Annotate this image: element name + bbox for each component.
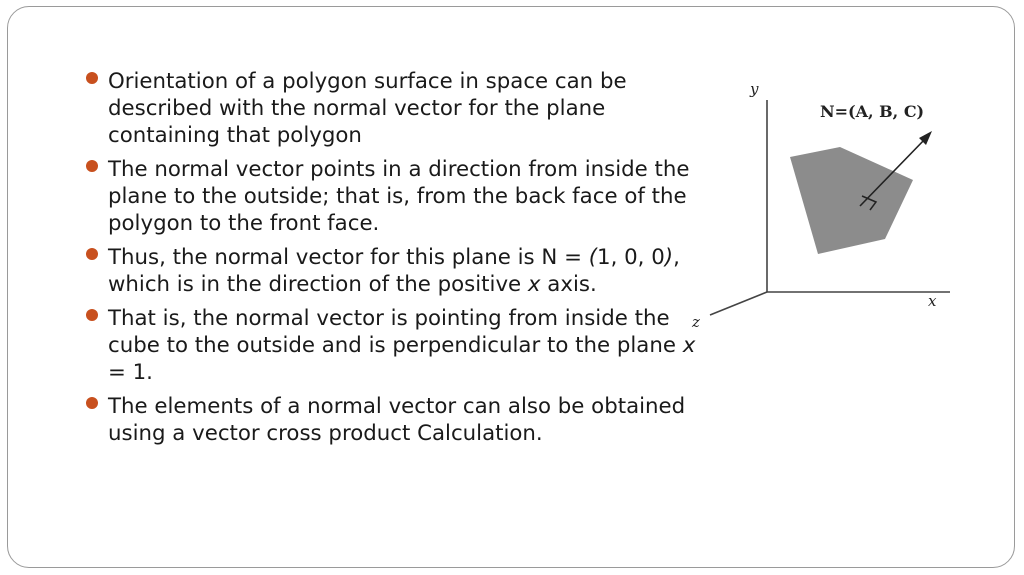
bullet-dot-icon	[86, 248, 98, 260]
bullet-dot-icon	[86, 160, 98, 172]
figure-svg	[680, 70, 970, 340]
bullet-dot-icon	[86, 397, 98, 409]
bullet-item	[82, 244, 697, 298]
polygon-surface	[790, 147, 913, 254]
bullet-item	[82, 305, 697, 386]
bullet-text: 1, 0, 0	[597, 245, 665, 270]
bullet-text: = 1.	[108, 360, 153, 385]
bullet-text: x	[527, 272, 541, 297]
z-axis	[710, 292, 767, 315]
normal-vector-label: N=(A, B, C)	[820, 102, 925, 121]
bullet-text: axis.	[540, 272, 597, 297]
bullet-dot-icon	[86, 72, 98, 84]
bullet-item	[82, 393, 697, 447]
x-axis-label: x	[928, 292, 937, 310]
bullet-item	[82, 156, 697, 237]
bullet-text: The normal vector points in a direction from inside the plane to the outside; that is, from the back face of the polygon to the front face.	[108, 157, 690, 236]
bullet-text: )	[664, 245, 674, 270]
normal-vector-figure	[680, 70, 970, 340]
z-axis-label: z	[692, 313, 700, 331]
bullet-text: Thus, the normal vector for this plane is N =	[108, 245, 589, 270]
bullet-dot-icon	[86, 309, 98, 321]
bullet-text: The elements of a normal vector can also be obtained using a vector cross product Calculation.	[108, 394, 686, 446]
bullet-list	[82, 68, 697, 454]
y-axis-label: y	[750, 80, 759, 98]
bullet-text: x	[682, 333, 696, 358]
bullet-text: That is, the normal vector is pointing from inside the cube to the outside and is perpendicular to the plane	[108, 306, 683, 358]
bullet-text: (	[588, 245, 598, 270]
bullet-text: Orientation of a polygon surface in space can be described with the normal vector for the plane containing that polygon	[108, 69, 627, 148]
bullet-text: , which is in the direction of the positive	[108, 245, 680, 297]
bullet-item	[82, 68, 697, 149]
